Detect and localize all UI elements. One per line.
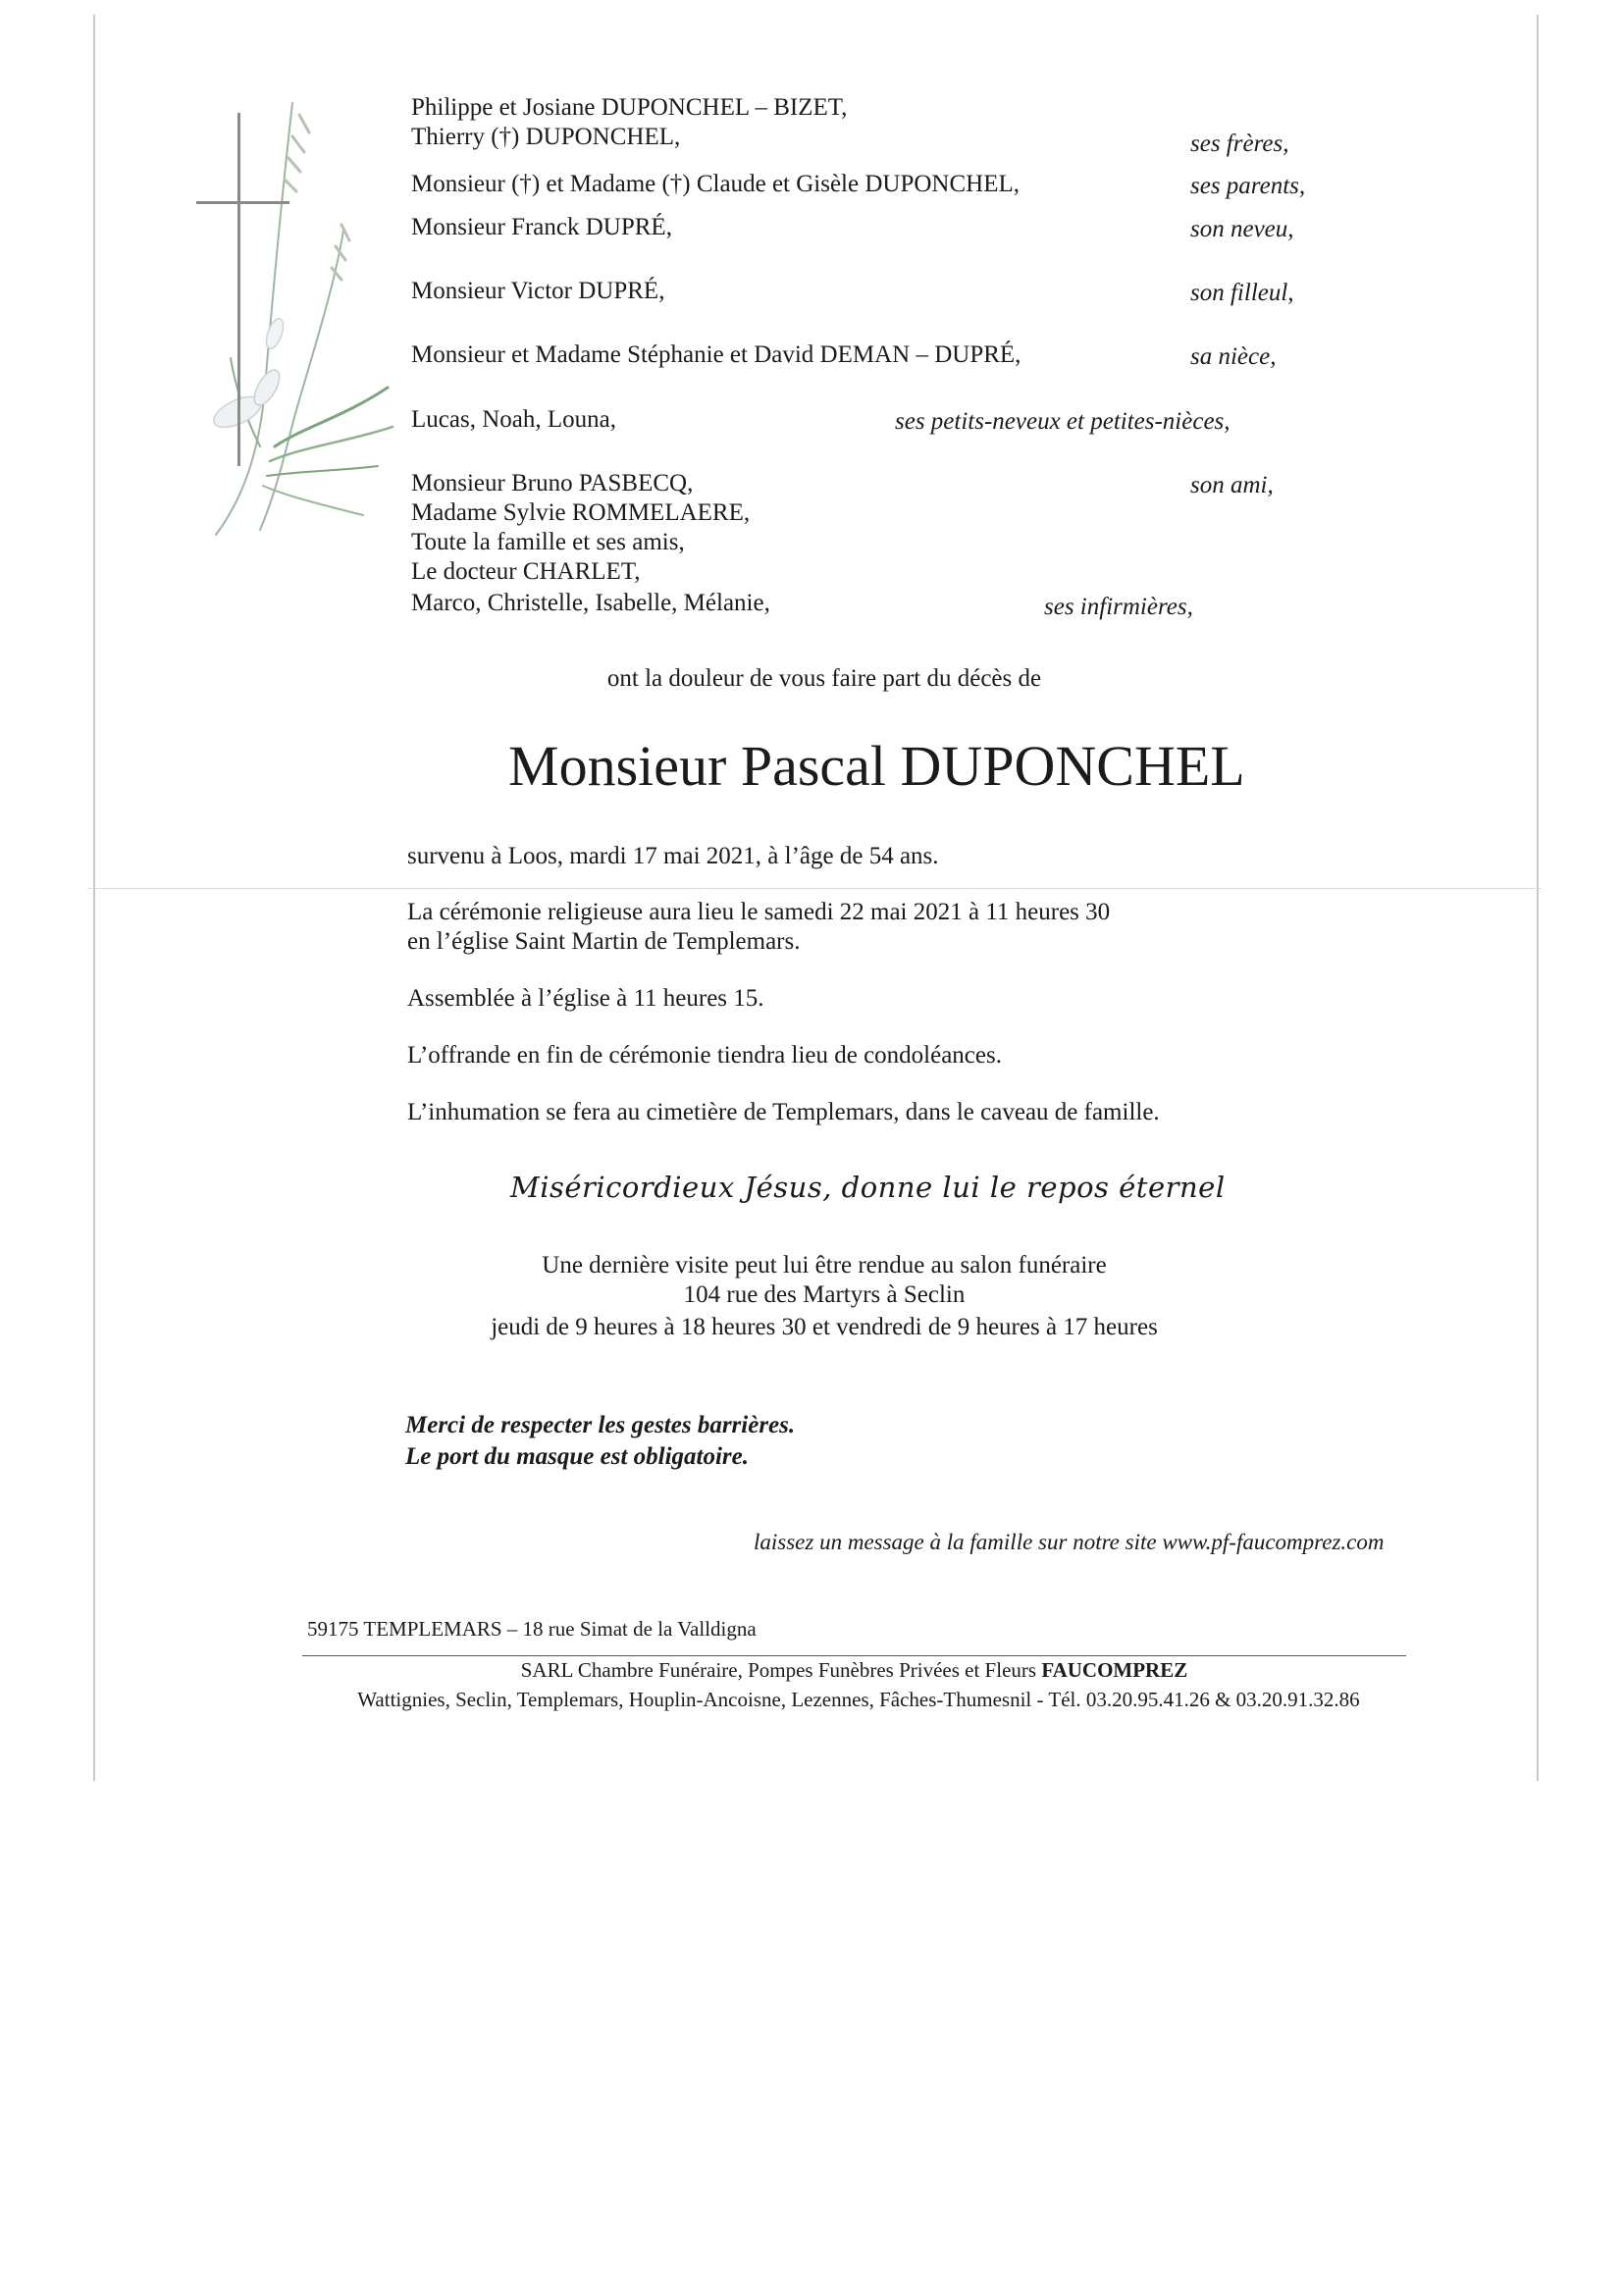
company-name: FAUCOMPREZ (1041, 1658, 1188, 1682)
footer-divider (302, 1655, 1406, 1656)
prayer-text: Miséricordieux Jésus, donne lui le repos éternel (510, 1171, 1226, 1204)
ceremony-line: La cérémonie religieuse aura lieu le samedi 22 mai 2021 à 11 heures 30 (407, 899, 1111, 925)
family-relation: sa nièce, (1190, 343, 1277, 370)
family-name-line: Monsieur (†) et Madame (†) Claude et Gisèle DUPONCHEL, (411, 171, 1020, 197)
family-relation: son filleul, (1190, 280, 1294, 306)
visit-line: jeudi de 9 heures à 18 heures 30 et vendredi de 9 heures à 17 heures (491, 1314, 1158, 1340)
deceased-name: Monsieur Pascal DUPONCHEL (508, 734, 1245, 798)
ceremony-line: en l’église Saint Martin de Templemars. (407, 928, 801, 955)
family-relation: ses frères, (1190, 130, 1289, 157)
family-name-line: Marco, Christelle, Isabelle, Mélanie, (411, 590, 770, 616)
family-name-line: Monsieur Victor DUPRÉ, (411, 278, 665, 304)
footer-company (307, 1658, 1401, 1683)
family-name-line: Thierry (†) DUPONCHEL, (411, 124, 681, 150)
visit-line: Une dernière visite peut lui être rendue au salon funéraire (542, 1252, 1107, 1278)
footer-locations: Wattignies, Seclin, Templemars, Houplin-Ancoisne, Lezennes, Fâches-Thumesnil - Tél. 03.20.95.41.26 & 03.20.91.32.86 (357, 1688, 1360, 1711)
family-name-line: Madame Sylvie ROMMELAERE, (411, 499, 751, 526)
family-name-line: Lucas, Noah, Louna, (411, 406, 616, 433)
family-relation: ses parents, (1190, 173, 1306, 199)
family-relation: son ami, (1190, 472, 1274, 498)
notice-line: Le port du masque est obligatoire. (405, 1443, 749, 1470)
cross-lily-icon (177, 93, 402, 540)
page-edge-right (1537, 15, 1539, 1781)
family-relation: son neveu, (1190, 216, 1294, 242)
family-name-line: Monsieur Franck DUPRÉ, (411, 214, 672, 240)
family-name-line: Philippe et Josiane DUPONCHEL – BIZET, (411, 94, 848, 121)
page-edge-left (93, 15, 95, 1781)
family-name-line: Monsieur Bruno PASBECQ, (411, 470, 694, 496)
notice-line: Merci de respecter les gestes barrières. (405, 1412, 796, 1438)
visit-line: 104 rue des Martyrs à Seclin (683, 1281, 966, 1308)
assembly-text: Assemblée à l’église à 11 heures 15. (407, 985, 764, 1012)
fold-line (88, 888, 1541, 889)
company-prefix: SARL Chambre Funéraire, Pompes Funèbres Privées et Fleurs (520, 1658, 1042, 1682)
family-name-line: Monsieur et Madame Stéphanie et David DEMAN – DUPRÉ, (411, 341, 1021, 368)
family-relation: ses infirmières, (1044, 594, 1193, 620)
family-name-line: Toute la famille et ses amis, (411, 529, 685, 555)
offering-text: L’offrande en fin de cérémonie tiendra lieu de condoléances. (407, 1042, 1002, 1069)
announcement-text: ont la douleur de vous faire part du décès de (606, 665, 1042, 692)
website-message: laissez un message à la famille sur notre site www.pf-faucomprez.com (754, 1530, 1385, 1554)
death-info: survenu à Loos, mardi 17 mai 2021, à l’âge de 54 ans. (407, 843, 939, 869)
family-relation: ses petits-neveux et petites-nièces, (895, 408, 1230, 435)
footer-address: 59175 TEMPLEMARS – 18 rue Simat de la Valldigna (307, 1617, 757, 1641)
burial-text: L’inhumation se fera au cimetière de Templemars, dans le caveau de famille. (407, 1099, 1160, 1125)
family-name-line: Le docteur CHARLET, (411, 558, 641, 585)
